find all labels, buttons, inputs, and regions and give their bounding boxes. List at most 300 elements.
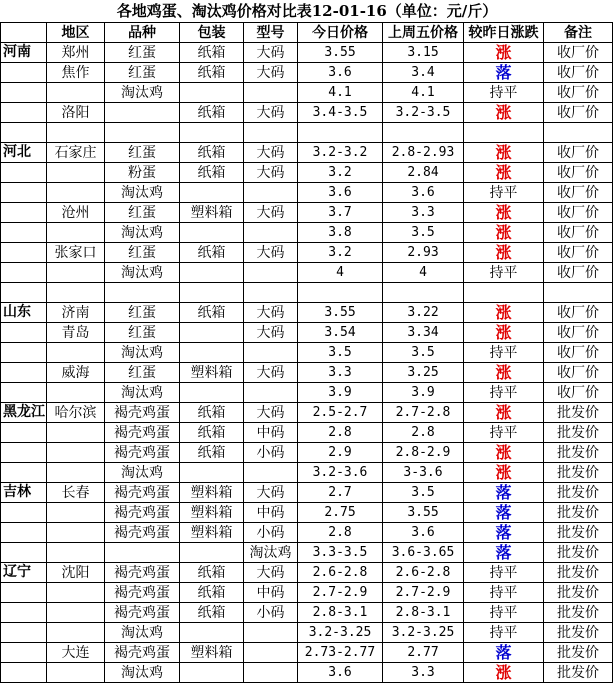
variety-cell: 淘汰鸡	[105, 263, 180, 283]
today-price-cell: 3.8	[298, 223, 383, 243]
today-price-cell: 2.8	[298, 423, 383, 443]
change-cell: 持平	[464, 383, 544, 403]
size-cell: 中码	[244, 503, 298, 523]
today-price-cell: 2.5-2.7	[298, 403, 383, 423]
packaging-cell: 纸箱	[180, 563, 244, 583]
today-price-cell: 3.7	[298, 203, 383, 223]
packaging-cell	[180, 283, 244, 303]
note-cell: 收厂价	[544, 363, 613, 383]
size-cell	[244, 223, 298, 243]
packaging-cell	[180, 463, 244, 483]
last-friday-price-cell	[383, 283, 464, 303]
packaging-cell: 纸箱	[180, 583, 244, 603]
variety-cell: 褐壳鸡蛋	[105, 403, 180, 423]
today-price-cell: 3.9	[298, 383, 383, 403]
table-row	[1, 303, 613, 323]
note-cell: 批发价	[544, 643, 613, 663]
province-cell	[1, 603, 47, 623]
province-cell	[1, 363, 47, 383]
table-row	[1, 483, 613, 503]
today-price-cell: 3.2-3.6	[298, 463, 383, 483]
note-cell: 批发价	[544, 543, 613, 563]
size-cell: 小码	[244, 603, 298, 623]
province-cell	[1, 663, 47, 683]
variety-cell: 褐壳鸡蛋	[105, 643, 180, 663]
last-friday-price-cell: 3.5	[383, 343, 464, 363]
size-cell	[244, 183, 298, 203]
last-friday-price-cell: 2.8	[383, 423, 464, 443]
variety-cell: 褐壳鸡蛋	[105, 483, 180, 503]
today-price-cell: 3.3	[298, 363, 383, 383]
change-cell: 涨	[464, 303, 544, 323]
table-row	[1, 543, 613, 563]
variety-cell: 褐壳鸡蛋	[105, 523, 180, 543]
region-cell: 大连	[47, 643, 105, 663]
size-cell: 大码	[244, 323, 298, 343]
packaging-cell: 塑料箱	[180, 203, 244, 223]
table-row	[1, 83, 613, 103]
size-cell: 淘汰鸡	[244, 543, 298, 563]
last-friday-price-cell: 2.93	[383, 243, 464, 263]
region-cell	[47, 603, 105, 623]
region-cell	[47, 123, 105, 143]
variety-cell: 粉蛋	[105, 163, 180, 183]
table-row	[1, 223, 613, 243]
today-price-cell	[298, 283, 383, 303]
packaging-cell	[180, 123, 244, 143]
note-cell: 批发价	[544, 463, 613, 483]
change-cell: 涨	[464, 103, 544, 123]
last-friday-price-cell: 2.6-2.8	[383, 563, 464, 583]
province-cell	[1, 503, 47, 523]
change-cell: 落	[464, 483, 544, 503]
province-cell	[1, 103, 47, 123]
table-row	[1, 383, 613, 403]
variety-cell: 淘汰鸡	[105, 343, 180, 363]
table-row	[1, 243, 613, 263]
note-cell: 批发价	[544, 483, 613, 503]
note-cell: 批发价	[544, 523, 613, 543]
last-friday-price-cell: 3.5	[383, 223, 464, 243]
price-table	[0, 22, 613, 683]
change-cell: 涨	[464, 203, 544, 223]
today-price-cell: 3.5	[298, 343, 383, 363]
change-cell: 涨	[464, 243, 544, 263]
table-row	[1, 123, 613, 143]
packaging-cell	[180, 383, 244, 403]
table-row	[1, 163, 613, 183]
region-cell	[47, 283, 105, 303]
change-cell: 涨	[464, 223, 544, 243]
last-friday-price-cell: 3.34	[383, 323, 464, 343]
note-cell: 收厂价	[544, 263, 613, 283]
today-price-cell: 2.8-3.1	[298, 603, 383, 623]
change-cell: 落	[464, 63, 544, 83]
region-cell	[47, 383, 105, 403]
change-cell: 落	[464, 503, 544, 523]
packaging-cell	[180, 223, 244, 243]
province-cell	[1, 283, 47, 303]
last-friday-price-cell: 4.1	[383, 83, 464, 103]
change-cell: 持平	[464, 83, 544, 103]
packaging-cell: 纸箱	[180, 403, 244, 423]
change-cell: 持平	[464, 603, 544, 623]
note-cell: 收厂价	[544, 163, 613, 183]
change-cell: 持平	[464, 423, 544, 443]
note-cell: 收厂价	[544, 63, 613, 83]
today-price-cell: 2.75	[298, 503, 383, 523]
packaging-cell	[180, 183, 244, 203]
variety-cell: 褐壳鸡蛋	[105, 583, 180, 603]
variety-cell: 红蛋	[105, 323, 180, 343]
province-cell: 河南	[1, 43, 47, 63]
today-price-cell: 3.6	[298, 663, 383, 683]
size-cell: 大码	[244, 103, 298, 123]
last-friday-price-cell: 3.9	[383, 383, 464, 403]
province-cell: 吉林	[1, 483, 47, 503]
region-cell: 郑州	[47, 43, 105, 63]
variety-cell: 红蛋	[105, 243, 180, 263]
size-cell: 大码	[244, 563, 298, 583]
today-price-cell	[298, 123, 383, 143]
region-cell	[47, 423, 105, 443]
variety-cell: 红蛋	[105, 363, 180, 383]
variety-cell	[105, 123, 180, 143]
size-cell: 大码	[244, 143, 298, 163]
table-row	[1, 503, 613, 523]
province-cell: 辽宁	[1, 563, 47, 583]
packaging-cell: 塑料箱	[180, 363, 244, 383]
region-cell	[47, 543, 105, 563]
note-cell: 收厂价	[544, 43, 613, 63]
last-friday-price-cell	[383, 123, 464, 143]
region-cell	[47, 343, 105, 363]
variety-cell: 红蛋	[105, 63, 180, 83]
packaging-cell: 纸箱	[180, 303, 244, 323]
change-cell: 落	[464, 643, 544, 663]
variety-cell: 淘汰鸡	[105, 463, 180, 483]
variety-cell	[105, 543, 180, 563]
last-friday-price-cell: 3.5	[383, 483, 464, 503]
province-cell	[1, 263, 47, 283]
province-cell	[1, 83, 47, 103]
variety-cell: 红蛋	[105, 143, 180, 163]
packaging-cell: 纸箱	[180, 443, 244, 463]
size-cell	[244, 643, 298, 663]
today-price-cell: 4	[298, 263, 383, 283]
change-cell: 落	[464, 543, 544, 563]
last-friday-price-cell: 2.84	[383, 163, 464, 183]
note-cell: 批发价	[544, 503, 613, 523]
table-row	[1, 183, 613, 203]
last-friday-price-cell: 3.22	[383, 303, 464, 323]
table-row	[1, 403, 613, 423]
region-cell	[47, 83, 105, 103]
province-cell: 黑龙江	[1, 403, 47, 423]
variety-cell: 褐壳鸡蛋	[105, 503, 180, 523]
today-price-cell: 2.6-2.8	[298, 563, 383, 583]
header-province	[1, 23, 47, 43]
note-cell: 批发价	[544, 403, 613, 423]
table-row	[1, 43, 613, 63]
note-cell: 收厂价	[544, 183, 613, 203]
note-cell: 收厂价	[544, 203, 613, 223]
packaging-cell: 纸箱	[180, 423, 244, 443]
header-note: 备注	[544, 23, 613, 43]
note-cell: 收厂价	[544, 143, 613, 163]
last-friday-price-cell: 3.2-3.5	[383, 103, 464, 123]
change-cell: 涨	[464, 443, 544, 463]
note-cell: 批发价	[544, 623, 613, 643]
variety-cell: 红蛋	[105, 303, 180, 323]
size-cell: 小码	[244, 523, 298, 543]
note-cell: 批发价	[544, 423, 613, 443]
province-cell	[1, 243, 47, 263]
header-region: 地区	[47, 23, 105, 43]
packaging-cell: 纸箱	[180, 103, 244, 123]
packaging-cell: 纸箱	[180, 43, 244, 63]
last-friday-price-cell: 3-3.6	[383, 463, 464, 483]
region-cell: 哈尔滨	[47, 403, 105, 423]
change-cell: 持平	[464, 263, 544, 283]
change-cell	[464, 123, 544, 143]
today-price-cell: 3.55	[298, 43, 383, 63]
table-row	[1, 643, 613, 663]
province-cell	[1, 463, 47, 483]
province-cell	[1, 183, 47, 203]
region-cell: 青岛	[47, 323, 105, 343]
note-cell: 收厂价	[544, 103, 613, 123]
size-cell: 大码	[244, 203, 298, 223]
packaging-cell: 纸箱	[180, 163, 244, 183]
variety-cell: 淘汰鸡	[105, 183, 180, 203]
province-cell: 河北	[1, 143, 47, 163]
variety-cell: 淘汰鸡	[105, 223, 180, 243]
last-friday-price-cell: 3.4	[383, 63, 464, 83]
variety-cell: 褐壳鸡蛋	[105, 563, 180, 583]
variety-cell: 红蛋	[105, 43, 180, 63]
size-cell	[244, 343, 298, 363]
table-row	[1, 103, 613, 123]
region-cell: 张家口	[47, 243, 105, 263]
last-friday-price-cell: 3.6	[383, 183, 464, 203]
header-last-friday-price: 上周五价格	[383, 23, 464, 43]
table-row	[1, 343, 613, 363]
region-cell	[47, 523, 105, 543]
size-cell: 大码	[244, 363, 298, 383]
table-header-row	[1, 23, 613, 43]
last-friday-price-cell: 3.3	[383, 203, 464, 223]
size-cell: 中码	[244, 583, 298, 603]
size-cell: 大码	[244, 43, 298, 63]
table-row	[1, 263, 613, 283]
region-cell: 威海	[47, 363, 105, 383]
change-cell: 涨	[464, 143, 544, 163]
last-friday-price-cell: 2.8-2.9	[383, 443, 464, 463]
last-friday-price-cell: 2.8-2.93	[383, 143, 464, 163]
table-row	[1, 143, 613, 163]
last-friday-price-cell: 3.6	[383, 523, 464, 543]
table-row	[1, 663, 613, 683]
header-variety: 品种	[105, 23, 180, 43]
note-cell	[544, 123, 613, 143]
table-row	[1, 423, 613, 443]
last-friday-price-cell: 2.7-2.8	[383, 403, 464, 423]
province-cell	[1, 203, 47, 223]
province-cell	[1, 583, 47, 603]
last-friday-price-cell: 2.8-3.1	[383, 603, 464, 623]
size-cell	[244, 283, 298, 303]
province-cell	[1, 223, 47, 243]
size-cell	[244, 123, 298, 143]
note-cell: 批发价	[544, 583, 613, 603]
size-cell: 大码	[244, 163, 298, 183]
table-row	[1, 363, 613, 383]
province-cell	[1, 323, 47, 343]
region-cell: 济南	[47, 303, 105, 323]
packaging-cell	[180, 623, 244, 643]
packaging-cell: 塑料箱	[180, 523, 244, 543]
province-cell	[1, 623, 47, 643]
last-friday-price-cell: 2.7-2.9	[383, 583, 464, 603]
region-cell	[47, 463, 105, 483]
change-cell: 持平	[464, 623, 544, 643]
table-row	[1, 283, 613, 303]
change-cell: 涨	[464, 663, 544, 683]
region-cell: 洛阳	[47, 103, 105, 123]
packaging-cell	[180, 83, 244, 103]
province-cell	[1, 423, 47, 443]
last-friday-price-cell: 3.2-3.25	[383, 623, 464, 643]
packaging-cell: 纸箱	[180, 243, 244, 263]
note-cell: 收厂价	[544, 383, 613, 403]
note-cell: 批发价	[544, 603, 613, 623]
today-price-cell: 3.2-3.2	[298, 143, 383, 163]
today-price-cell: 2.9	[298, 443, 383, 463]
variety-cell: 淘汰鸡	[105, 663, 180, 683]
change-cell: 涨	[464, 403, 544, 423]
header-change: 较昨日涨跌	[464, 23, 544, 43]
province-cell	[1, 163, 47, 183]
province-cell	[1, 63, 47, 83]
note-cell	[544, 283, 613, 303]
change-cell: 涨	[464, 43, 544, 63]
header-size: 型号	[244, 23, 298, 43]
size-cell	[244, 83, 298, 103]
province-cell	[1, 383, 47, 403]
region-cell	[47, 183, 105, 203]
last-friday-price-cell: 2.77	[383, 643, 464, 663]
today-price-cell: 2.7	[298, 483, 383, 503]
change-cell	[464, 283, 544, 303]
change-cell: 涨	[464, 163, 544, 183]
region-cell: 沧州	[47, 203, 105, 223]
region-cell: 焦作	[47, 63, 105, 83]
variety-cell: 淘汰鸡	[105, 83, 180, 103]
region-cell: 石家庄	[47, 143, 105, 163]
table-row	[1, 63, 613, 83]
packaging-cell	[180, 323, 244, 343]
note-cell: 收厂价	[544, 83, 613, 103]
packaging-cell: 纸箱	[180, 63, 244, 83]
today-price-cell: 3.55	[298, 303, 383, 323]
size-cell	[244, 463, 298, 483]
variety-cell	[105, 103, 180, 123]
last-friday-price-cell: 3.25	[383, 363, 464, 383]
last-friday-price-cell: 3.15	[383, 43, 464, 63]
change-cell: 持平	[464, 563, 544, 583]
province-cell	[1, 123, 47, 143]
region-cell	[47, 223, 105, 243]
variety-cell: 褐壳鸡蛋	[105, 423, 180, 443]
packaging-cell: 纸箱	[180, 143, 244, 163]
table-row	[1, 523, 613, 543]
today-price-cell: 3.54	[298, 323, 383, 343]
note-cell: 收厂价	[544, 323, 613, 343]
packaging-cell	[180, 543, 244, 563]
last-friday-price-cell: 3.3	[383, 663, 464, 683]
change-cell: 涨	[464, 323, 544, 343]
change-cell: 涨	[464, 463, 544, 483]
packaging-cell: 塑料箱	[180, 483, 244, 503]
size-cell	[244, 663, 298, 683]
province-cell	[1, 343, 47, 363]
variety-cell: 褐壳鸡蛋	[105, 603, 180, 623]
region-cell	[47, 163, 105, 183]
packaging-cell	[180, 263, 244, 283]
note-cell: 收厂价	[544, 343, 613, 363]
province-cell	[1, 443, 47, 463]
variety-cell: 红蛋	[105, 203, 180, 223]
table-row	[1, 323, 613, 343]
region-cell	[47, 583, 105, 603]
variety-cell: 褐壳鸡蛋	[105, 443, 180, 463]
province-cell: 山东	[1, 303, 47, 323]
table-row	[1, 443, 613, 463]
change-cell: 落	[464, 523, 544, 543]
today-price-cell: 3.2	[298, 163, 383, 183]
size-cell	[244, 623, 298, 643]
table-row	[1, 563, 613, 583]
packaging-cell	[180, 663, 244, 683]
table-body	[1, 23, 613, 683]
region-cell	[47, 443, 105, 463]
header-packaging: 包装	[180, 23, 244, 43]
region-cell	[47, 263, 105, 283]
size-cell: 中码	[244, 423, 298, 443]
note-cell: 批发价	[544, 443, 613, 463]
variety-cell: 淘汰鸡	[105, 383, 180, 403]
size-cell: 大码	[244, 403, 298, 423]
today-price-cell: 3.2-3.25	[298, 623, 383, 643]
page-title: 各地鸡蛋、淘汰鸡价格对比表12-01-16（单位：元/斤）	[116, 2, 498, 20]
size-cell: 小码	[244, 443, 298, 463]
table-row	[1, 603, 613, 623]
variety-cell	[105, 283, 180, 303]
table-row	[1, 463, 613, 483]
size-cell: 大码	[244, 243, 298, 263]
today-price-cell: 3.2	[298, 243, 383, 263]
size-cell: 大码	[244, 63, 298, 83]
note-cell: 收厂价	[544, 223, 613, 243]
province-cell	[1, 643, 47, 663]
region-cell	[47, 623, 105, 643]
last-friday-price-cell: 3.55	[383, 503, 464, 523]
size-cell	[244, 263, 298, 283]
table-row	[1, 583, 613, 603]
packaging-cell: 塑料箱	[180, 503, 244, 523]
size-cell: 大码	[244, 483, 298, 503]
